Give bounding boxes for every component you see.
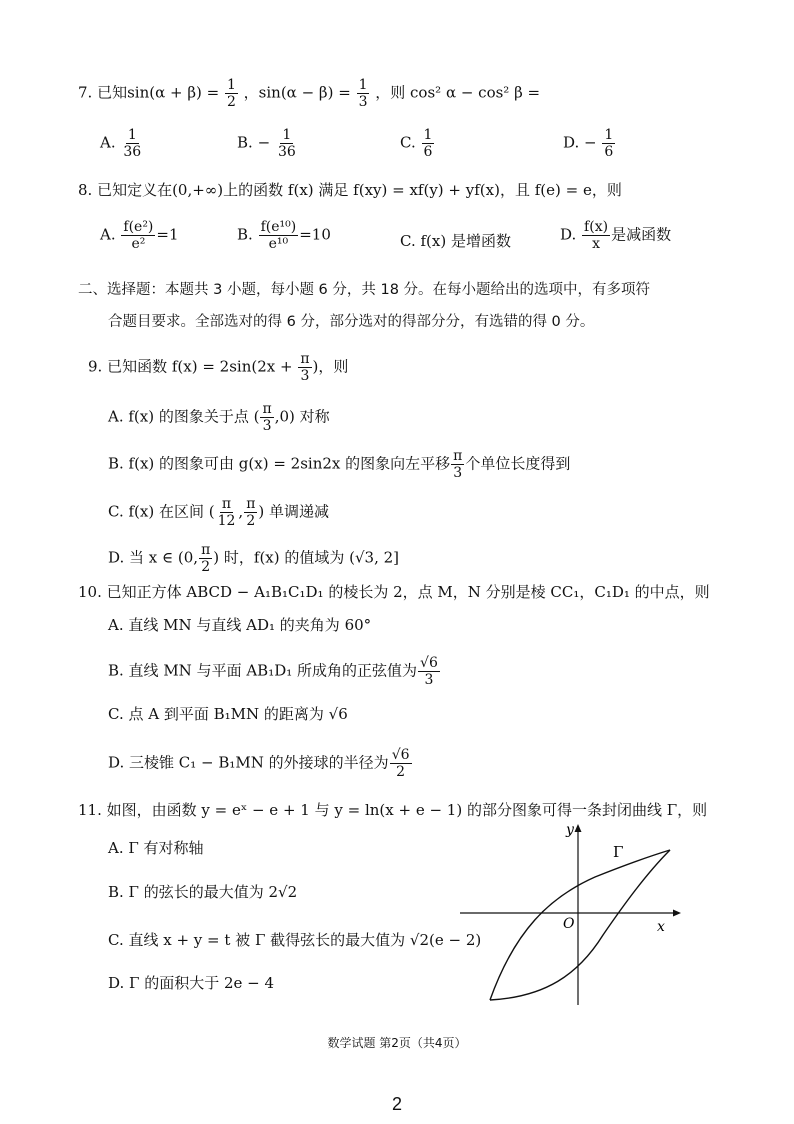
option-sign: − bbox=[584, 133, 597, 152]
q11-option-c: C. 直线 x + y = t 被 Γ 截得弦长的最大值为 √2(e − 2) bbox=[108, 931, 482, 949]
frac-den: 6 bbox=[604, 144, 614, 160]
option-label: B. bbox=[237, 225, 253, 244]
frac-num: 1 bbox=[127, 127, 137, 143]
q10-option-d bbox=[108, 748, 413, 779]
fraction bbox=[602, 128, 615, 159]
q11-stem: 11. 如图，由函数 y = eˣ − e + 1 与 y = ln(x + e − 1) 的部分图象可得一条封闭曲线 Γ，则 bbox=[78, 801, 708, 819]
fraction bbox=[451, 449, 464, 480]
option-text: D. 当 x ∈ (0, bbox=[108, 548, 199, 567]
option-label: D. bbox=[560, 225, 577, 244]
q8-option-b bbox=[237, 220, 331, 251]
frac-den: 3 bbox=[300, 368, 310, 384]
frac-num: √6 bbox=[391, 747, 410, 763]
frac-den: 2 bbox=[396, 764, 406, 780]
q9-option-d bbox=[108, 543, 399, 574]
q7-stem bbox=[78, 78, 540, 109]
option-text: , bbox=[238, 502, 244, 521]
q8-option-c bbox=[400, 230, 511, 251]
q7-option-d bbox=[563, 128, 616, 159]
page-footer: 数学试题 第2页（共4页） bbox=[327, 1036, 467, 1050]
option-label: A. bbox=[100, 133, 116, 152]
option-text: f(x) 是增函数 bbox=[420, 232, 511, 250]
frac-den: x bbox=[592, 236, 600, 252]
q7-option-c bbox=[400, 128, 435, 159]
fraction bbox=[244, 497, 257, 528]
q9-stem-part: 9. 已知函数 f(x) = 2sin(2x + bbox=[88, 357, 293, 376]
option-label: A. bbox=[100, 225, 116, 244]
q8-stem: 8. 已知定义在(0,+∞)上的函数 f(x) 满足 f(xy) = xf(y) + yf(x)，且 f(e) = e，则 bbox=[78, 181, 622, 199]
option-text: A. f(x) 的图象关于点 ( bbox=[108, 407, 260, 426]
q7-stem-part: ，sin(α − β) = bbox=[243, 83, 351, 102]
option-tail: =1 bbox=[156, 225, 179, 244]
q11-option-a: A. Γ 有对称轴 bbox=[108, 839, 204, 857]
frac-num: 1 bbox=[358, 77, 368, 93]
q9-option-b bbox=[108, 449, 570, 480]
frac-num: π bbox=[201, 542, 211, 558]
q9-stem-part: )，则 bbox=[312, 357, 349, 376]
frac-num: 1 bbox=[226, 77, 236, 93]
frac-den: e² bbox=[131, 236, 146, 252]
fraction bbox=[199, 543, 212, 574]
option-label: B. bbox=[237, 133, 253, 152]
fraction bbox=[260, 402, 273, 433]
q8-option-a bbox=[100, 220, 179, 251]
q7-stem-part: ，则 cos² α − cos² β = bbox=[375, 83, 541, 102]
option-sign: − bbox=[257, 133, 271, 152]
frac-num: π bbox=[453, 448, 463, 464]
fraction bbox=[121, 220, 155, 251]
frac-num: f(e²) bbox=[123, 219, 154, 235]
origin-label: O bbox=[563, 916, 575, 932]
frac-den: 3 bbox=[424, 672, 434, 688]
option-tail: =10 bbox=[299, 225, 331, 244]
q11-figure bbox=[455, 815, 690, 1010]
option-text: ,0) 对称 bbox=[274, 407, 330, 426]
frac-num: f(x) bbox=[584, 219, 609, 235]
frac-den: 3 bbox=[453, 465, 463, 481]
q7-option-b bbox=[237, 128, 299, 159]
option-text: ) 单调递减 bbox=[258, 502, 330, 521]
option-text: D. 三棱锥 C₁ − B₁MN 的外接球的半径为 bbox=[108, 753, 389, 772]
frac-den: 2 bbox=[201, 559, 211, 575]
q11-option-b: B. Γ 的弦长的最大值为 2√2 bbox=[108, 883, 298, 901]
frac-num: π bbox=[221, 496, 232, 512]
fraction bbox=[276, 128, 298, 159]
frac-num: √6 bbox=[420, 655, 438, 671]
option-label: D. bbox=[563, 133, 580, 152]
page-number: 2 bbox=[391, 1094, 402, 1114]
fraction bbox=[225, 78, 238, 109]
x-axis-label: x bbox=[657, 919, 665, 935]
y-axis-arrow bbox=[575, 824, 582, 832]
q8-option-d bbox=[560, 220, 671, 251]
frac-den: 3 bbox=[358, 94, 368, 110]
q10-stem: 10. 已知正方体 ABCD − A₁B₁C₁D₁ 的棱长为 2，点 M，N 分别是棱 CC₁，C₁D₁ 的中点，则 bbox=[78, 583, 710, 601]
q7-stem-part: 7. 已知sin(α + β) = bbox=[78, 83, 220, 102]
frac-num: π bbox=[246, 496, 256, 512]
option-tail: 是减函数 bbox=[611, 225, 672, 244]
section2-line1: 二、选择题：本题共 3 小题，每小题 6 分，共 18 分。在每小题给出的选项中，有多项符 bbox=[78, 282, 651, 298]
option-label: C. bbox=[400, 133, 416, 152]
fraction bbox=[418, 656, 440, 687]
frac-num: 1 bbox=[423, 127, 433, 143]
q10-option-c: C. 点 A 到平面 B₁MN 的距离为 √6 bbox=[108, 705, 348, 723]
fraction bbox=[390, 748, 412, 779]
option-text: B. f(x) 的图象可由 g(x) = 2sin2x 的图象向左平移 bbox=[108, 454, 451, 473]
option-text: B. 直线 MN 与平面 AB₁D₁ 所成角的正弦值为 bbox=[108, 661, 418, 680]
frac-num: 1 bbox=[604, 127, 614, 143]
frac-den: 12 bbox=[217, 513, 236, 529]
fraction bbox=[216, 497, 238, 528]
frac-den: 6 bbox=[423, 144, 433, 160]
frac-den: 3 bbox=[262, 418, 272, 434]
curve-lower-branch bbox=[490, 850, 670, 1000]
fraction bbox=[121, 128, 143, 159]
frac-num: π bbox=[300, 351, 310, 367]
q10-option-a: A. 直线 MN 与直线 AD₁ 的夹角为 60° bbox=[108, 616, 372, 634]
option-text: 个单位长度得到 bbox=[465, 454, 571, 473]
q9-option-c bbox=[108, 497, 329, 528]
fraction bbox=[357, 78, 370, 109]
q11-option-d: D. Γ 的面积大于 2e − 4 bbox=[108, 974, 275, 992]
frac-den: 2 bbox=[226, 94, 236, 110]
frac-den: 2 bbox=[246, 513, 256, 529]
option-text: C. f(x) 在区间 ( bbox=[108, 502, 215, 521]
fraction bbox=[259, 220, 299, 251]
fraction bbox=[582, 220, 610, 251]
curve-gamma-label: Γ bbox=[613, 843, 624, 861]
q9-stem bbox=[88, 352, 348, 383]
curve-upper-branch bbox=[490, 850, 670, 1000]
section2-line2: 合题目要求。全部选对的得 6 分，部分选对的得部分分，有选错的得 0 分。 bbox=[108, 314, 595, 330]
frac-den: 36 bbox=[277, 144, 296, 160]
q7-option-a bbox=[100, 128, 144, 159]
option-label: C. bbox=[400, 232, 416, 250]
fraction bbox=[422, 128, 435, 159]
q10-option-b bbox=[108, 656, 441, 687]
frac-den: e¹⁰ bbox=[268, 236, 289, 252]
y-axis-label: y bbox=[566, 822, 574, 838]
fraction bbox=[298, 352, 311, 383]
frac-num: π bbox=[262, 401, 272, 417]
frac-den: 36 bbox=[123, 144, 142, 160]
frac-num: f(e¹⁰) bbox=[260, 219, 297, 235]
option-text: ) 时，f(x) 的值域为 (√3, 2] bbox=[213, 548, 400, 567]
frac-num: 1 bbox=[282, 127, 292, 143]
q9-option-a bbox=[108, 402, 330, 433]
x-axis-arrow bbox=[673, 910, 681, 917]
